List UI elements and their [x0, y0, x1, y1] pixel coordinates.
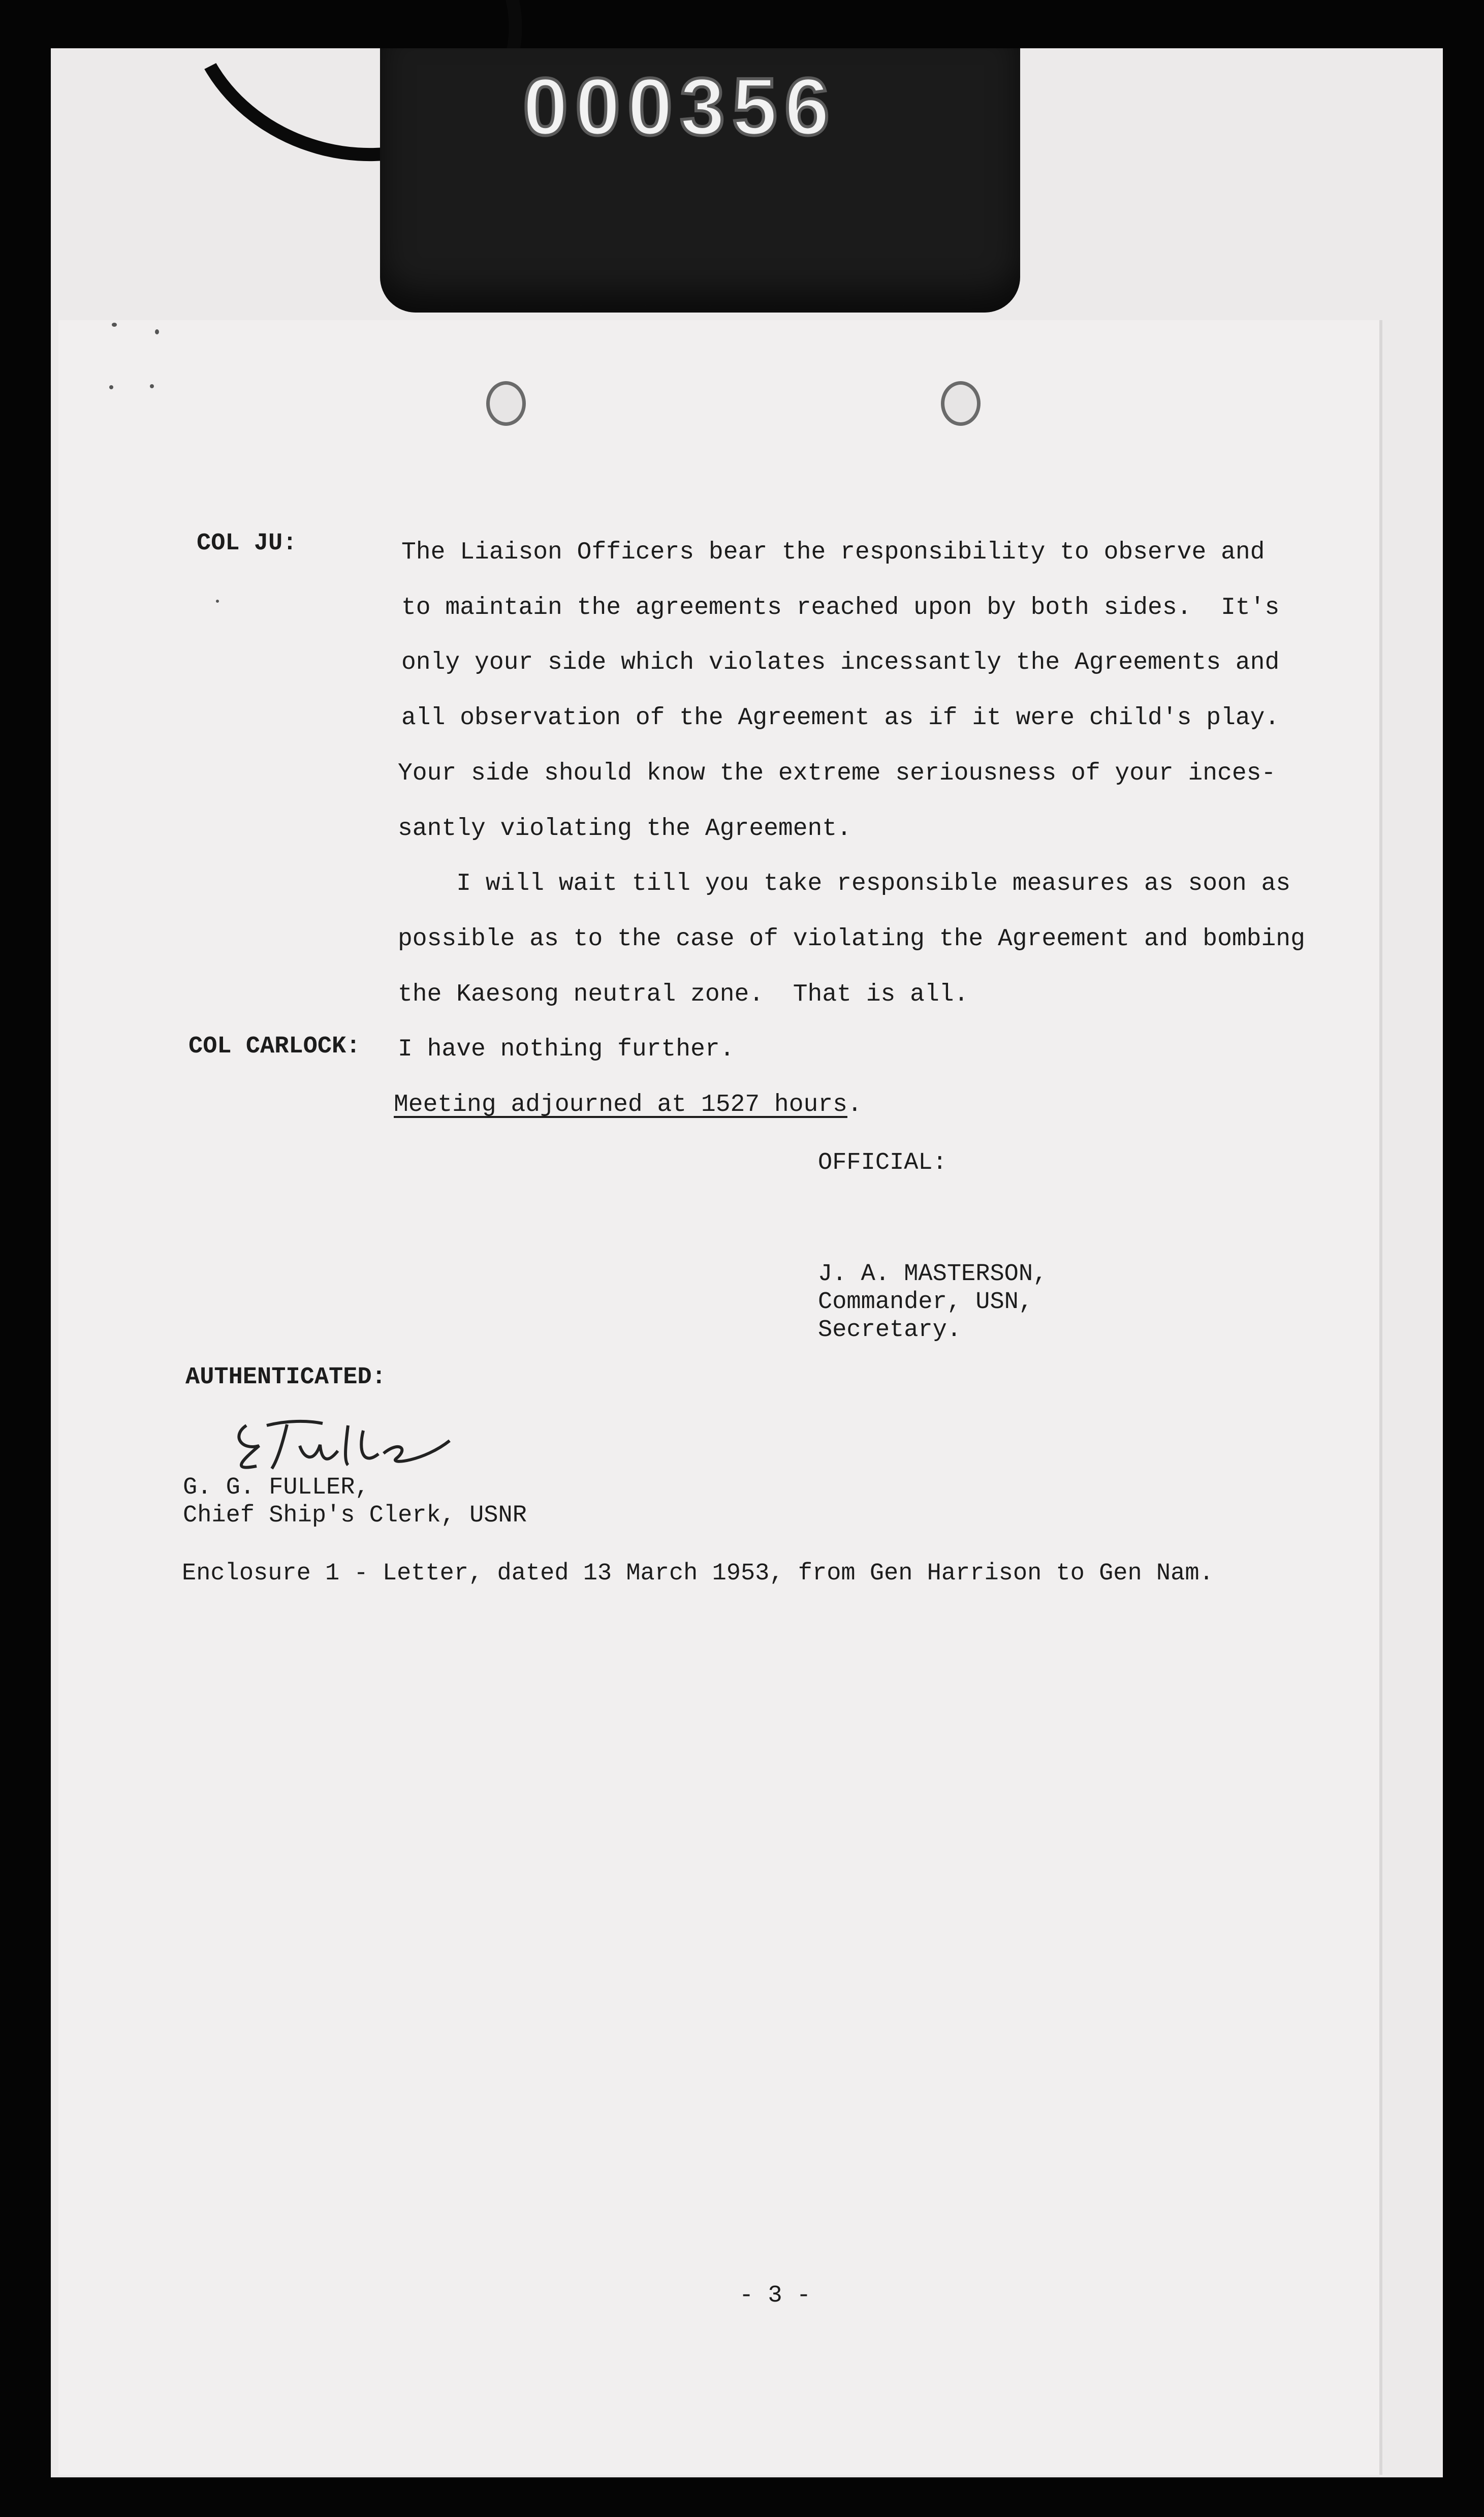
- statement-line: the Kaesong neutral zone. That is all.: [398, 981, 969, 1008]
- official-label: OFFICIAL:: [818, 1149, 947, 1176]
- statement-line: I will wait till you take responsible measures as soon as: [398, 870, 1291, 897]
- adjournment-note: [394, 1092, 862, 1118]
- speaker-label: COL JU:: [197, 530, 297, 557]
- enclosure-line: Enclosure 1 - Letter, dated 13 March 1953, from Gen Harrison to Gen Nam.: [182, 1560, 1214, 1587]
- speck: [109, 385, 113, 389]
- document-page: [58, 320, 1379, 2475]
- statement-line: Your side should know the extreme seriousness of your inces-: [398, 760, 1276, 787]
- page-number: - 3 -: [739, 2282, 811, 2309]
- punch-hole-right: [941, 381, 981, 426]
- frame-counter: [380, 48, 1020, 313]
- speck: [112, 323, 117, 327]
- statement-line: possible as to the case of violating the Agreement and bombing: [398, 925, 1305, 953]
- official-title: Secretary.: [818, 1317, 962, 1344]
- speaker-label: COL CARLOCK:: [188, 1033, 361, 1060]
- speck: [150, 384, 154, 388]
- adjournment-text: Meeting adjourned at 1527 hours: [394, 1091, 847, 1118]
- statement-line: all observation of the Agreement as if it were child's play.: [401, 704, 1280, 732]
- statement-line: The Liaison Officers bear the responsibility to observe and: [401, 539, 1265, 566]
- official-name: J. A. MASTERSON,: [818, 1261, 1048, 1288]
- speck: [155, 329, 159, 334]
- adjournment-period: .: [847, 1091, 862, 1118]
- authenticator-title: Chief Ship's Clerk, USNR: [183, 1502, 527, 1529]
- authenticator-name: G. G. FULLER,: [183, 1474, 369, 1501]
- statement-line: to maintain the agreements reached upon by both sides. It's: [401, 594, 1280, 622]
- statement-line: I have nothing further.: [398, 1036, 735, 1063]
- authenticated-label: AUTHENTICATED:: [185, 1364, 386, 1391]
- official-rank: Commander, USN,: [818, 1289, 1033, 1316]
- statement-line: only your side which violates incessantly the Agreements and: [401, 649, 1280, 676]
- punch-hole-left: [486, 381, 526, 426]
- frame-counter-number: 000356: [523, 61, 837, 152]
- speck: [216, 600, 219, 603]
- statement-line: santly violating the Agreement.: [398, 815, 851, 843]
